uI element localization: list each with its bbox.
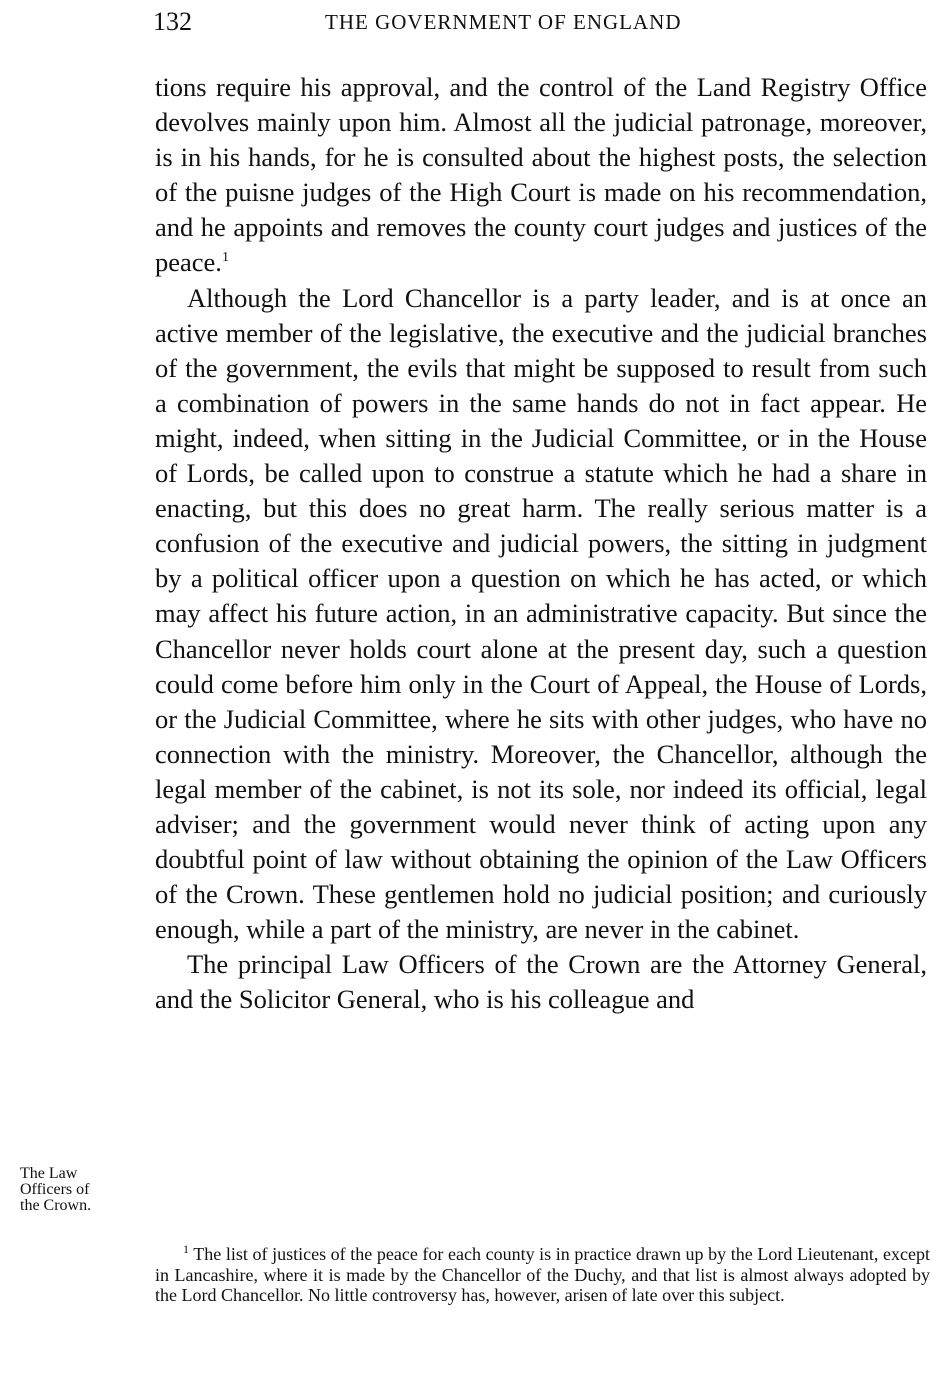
paragraph-3: The principal Law Officers of the Crown are the Attorney General, and the Solicitor General, who is his colleague and [155, 949, 927, 1015]
margin-note-line-3: the Crown. [20, 1197, 92, 1214]
margin-note-line-2: Officers of [20, 1181, 90, 1198]
footnote-text: The list of justices of the peace for each county is in practice drawn up by the Lord Lieutenant, except in Lancashire, where it is made by the Chancellor of the Duchy, and that list is almost always adopted by the Lord Chancellor. No little controversy has, however, arisen of late over this subject. [155, 1244, 930, 1306]
footnote-paragraph [155, 1244, 930, 1306]
paragraph-2: Although the Lord Chancellor is a party leader, and is at once an active member of the legislative, the executive and the judicial branches of the government, the evils that might be supposed to result from such a combination of powers in the same hands do not in fact appear. He might, indeed, when sitting in the Judicial Committee, or in the House of Lords, be called upon to construe a statute which he had a share in enacting, but this does no great harm. The really serious matter is a confusion of the executive and judicial powers, the sitting in judgment by a political officer upon a question on which he has acted, or which may affect his future action, in an administrative capacity. But since the Chancellor never holds court alone at the present day, such a question could come before him only in the Court of Appeal, the House of Lords, or the Judicial Committee, where he sits with other judges, who have no connection with the ministry. Moreover, the Chancellor, although the legal member of the cabinet, is not its sole, nor indeed its official, legal adviser; and the government would never think of acting upon any doubtful point of law without obtaining the opinion of the Law Officers of the Crown. These gentlemen hold no judicial position; and curiously enough, while a part of the ministry, are never in the cabinet. [155, 282, 927, 945]
footnote [155, 1244, 930, 1306]
running-title: THE GOVERNMENT OF ENGLAND [325, 10, 682, 34]
footnote-reference: 1 [221, 250, 229, 266]
margin-note-line-1: The Law [20, 1165, 78, 1182]
margin-note [20, 1166, 140, 1214]
footnote-mark: 1 [183, 1242, 189, 1256]
page-header [153, 4, 928, 40]
page-number: 132 [153, 7, 192, 36]
paragraph-1 [155, 70, 927, 281]
main-text [155, 70, 927, 1018]
paragraph-1-text: tions require his approval, and the control of the Land Registry Office devolves mainly upon him. Almost all the judicial patronage, moreover, is in his hands, for he is consulted about the highest posts, the selection of the puisne judges of the High Court is made on his recommendation, and he appoints and removes the county court judges and justices of the peace. [155, 72, 927, 278]
